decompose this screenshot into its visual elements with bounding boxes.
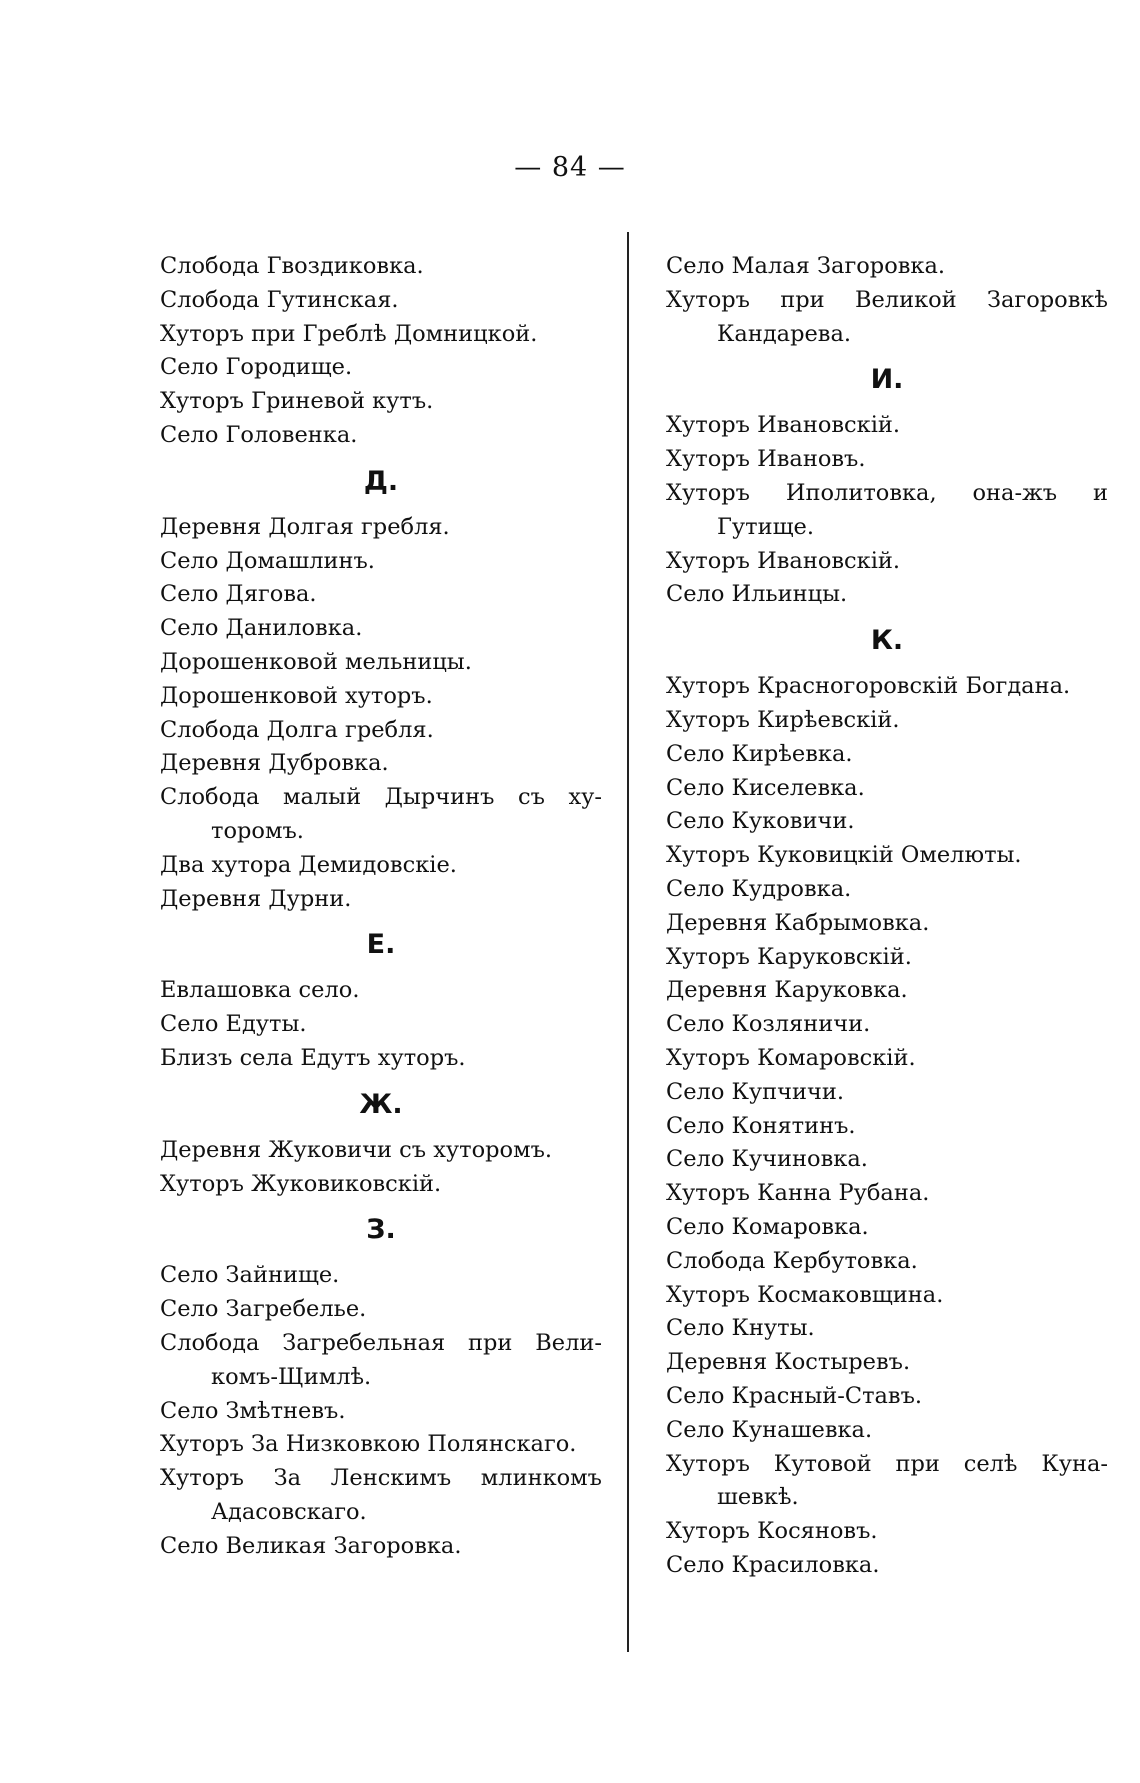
list-item-continuation: комъ-Щимлѣ. xyxy=(211,1363,372,1390)
list-item-text: Слобода Загребельная при Вели- xyxy=(160,1329,602,1356)
list-item-continuation: торомъ. xyxy=(211,817,304,844)
section-heading-e: Е. xyxy=(366,929,396,961)
page-number: — 84 — xyxy=(514,152,626,183)
list-item: Село Головенка. xyxy=(160,421,358,448)
list-item: Деревня Жуковичи съ хуторомъ. xyxy=(160,1136,553,1163)
left-column xyxy=(160,250,602,1564)
list-item: Село Кирѣевка. xyxy=(666,740,853,767)
list-item: Деревня Каруковка. xyxy=(666,977,908,1004)
list-item-text: Слобода малый Дырчинъ съ ху- xyxy=(160,784,602,811)
list-item-continuation: Адасовскаго. xyxy=(211,1498,367,1525)
list-item: Село Малая Загоровка. xyxy=(666,253,946,279)
list-item: Село Ильинцы. xyxy=(666,581,848,608)
section-heading-zh: Ж. xyxy=(359,1088,403,1120)
list-item: Село Змѣтневъ. xyxy=(160,1397,346,1424)
list-item-text: Хуторъ Иполитовка, она-жъ и xyxy=(666,479,1108,506)
column-divider xyxy=(627,232,629,1652)
list-item-wrapped xyxy=(160,1462,602,1530)
list-item: Село Великая Загоровка. xyxy=(160,1532,462,1559)
list-item: Дорошенковой хуторъ. xyxy=(160,682,433,709)
right-column xyxy=(666,250,1108,1583)
list-item: Слобода Долга гребля. xyxy=(160,716,434,743)
list-item: Хуторъ Куковицкій Омелюты. xyxy=(666,842,1022,869)
list-item: Хуторъ Канна Рубана. xyxy=(666,1180,930,1207)
list-item-wrapped xyxy=(666,284,1108,352)
list-item: Дорошенковой мельницы. xyxy=(160,648,472,675)
list-item: Село Конятинъ. xyxy=(666,1112,856,1139)
list-item-text: Хуторъ при Великой Загоровкѣ xyxy=(666,286,1108,313)
list-item: Хуторъ Ивановъ. xyxy=(666,446,866,473)
list-item: Деревня Дубровка. xyxy=(160,750,389,777)
list-item-text: Хуторъ Кутовой при селѣ Куна- xyxy=(666,1450,1108,1477)
list-item-wrapped xyxy=(160,781,602,849)
list-item: Село Даниловка. xyxy=(160,615,363,642)
list-item: Хуторъ Ивановскій. xyxy=(666,547,901,574)
list-item: Село Домашлинъ. xyxy=(160,547,375,574)
list-item: Деревня Кабрымовка. xyxy=(666,909,930,936)
list-item: Село Козляничи. xyxy=(666,1011,871,1038)
list-item: Хуторъ Каруковскій. xyxy=(666,943,912,970)
section-heading-z: З. xyxy=(366,1214,396,1246)
list-item: Хуторъ при Греблѣ Домницкой. xyxy=(160,320,538,347)
list-item-wrapped xyxy=(666,1448,1108,1516)
list-item: Село Городище. xyxy=(160,354,353,381)
list-item: Село Кнуты. xyxy=(666,1315,815,1342)
list-item-continuation: Гутище. xyxy=(717,513,814,540)
list-item: Деревня Дурни. xyxy=(160,885,352,912)
list-item: Деревня Долгая гребля. xyxy=(160,513,450,540)
list-item: Село Кунашевка. xyxy=(666,1416,873,1443)
list-item: Село Куковичи. xyxy=(666,808,855,835)
list-item: Хуторъ Ивановскій. xyxy=(666,412,901,439)
list-item: Близъ села Едутъ хуторъ. xyxy=(160,1044,466,1071)
list-item: Село Киселевка. xyxy=(666,774,865,801)
list-item: Хуторъ Косяновъ. xyxy=(666,1518,878,1545)
list-item: Евлашовка село. xyxy=(160,977,360,1004)
list-item-wrapped xyxy=(160,1327,602,1395)
section-heading-i: И. xyxy=(870,364,904,396)
list-item: Хуторъ Красногоровскій Богдана. xyxy=(666,673,1071,700)
list-item: Село Кучиновка. xyxy=(666,1146,868,1173)
list-item: Слобода Гутинская. xyxy=(160,286,399,313)
list-item: Село Кудровка. xyxy=(666,875,852,902)
list-item: Хуторъ Кирѣевскій. xyxy=(666,706,900,733)
list-item: Село Зайнище. xyxy=(160,1262,340,1289)
list-item: Слобода Гвоздиковка. xyxy=(160,253,424,279)
list-item: Село Дягова. xyxy=(160,581,317,608)
section-heading-d: Д. xyxy=(363,465,399,497)
list-item: Хуторъ Космаковщина. xyxy=(666,1281,944,1308)
list-item: Хуторъ Гриневой кутъ. xyxy=(160,388,434,415)
list-item: Хуторъ Комаровскій. xyxy=(666,1044,916,1071)
list-item-continuation: шевкѣ. xyxy=(717,1484,799,1511)
list-item-continuation: Кандарева. xyxy=(717,320,852,347)
list-item: Слобода Кербутовка. xyxy=(666,1247,918,1274)
list-item-wrapped xyxy=(666,477,1108,545)
list-item: Деревня Костыревъ. xyxy=(666,1349,911,1376)
list-item: Село Красный-Ставъ. xyxy=(666,1382,923,1409)
list-item: Село Едуты. xyxy=(160,1011,307,1038)
list-item: Хуторъ За Низковкою Полянскаго. xyxy=(160,1431,577,1458)
list-item: Село Красиловка. xyxy=(666,1551,880,1578)
list-item: Село Загребелье. xyxy=(160,1296,367,1323)
list-item: Два хутора Демидовскіе. xyxy=(160,851,457,878)
list-item: Село Купчичи. xyxy=(666,1078,845,1105)
section-heading-k: К. xyxy=(870,625,904,657)
list-item-text: Хуторъ За Ленскимъ млинкомъ xyxy=(160,1465,602,1492)
list-item: Село Комаровка. xyxy=(666,1213,869,1240)
list-item: Хуторъ Жуковиковскій. xyxy=(160,1170,442,1197)
